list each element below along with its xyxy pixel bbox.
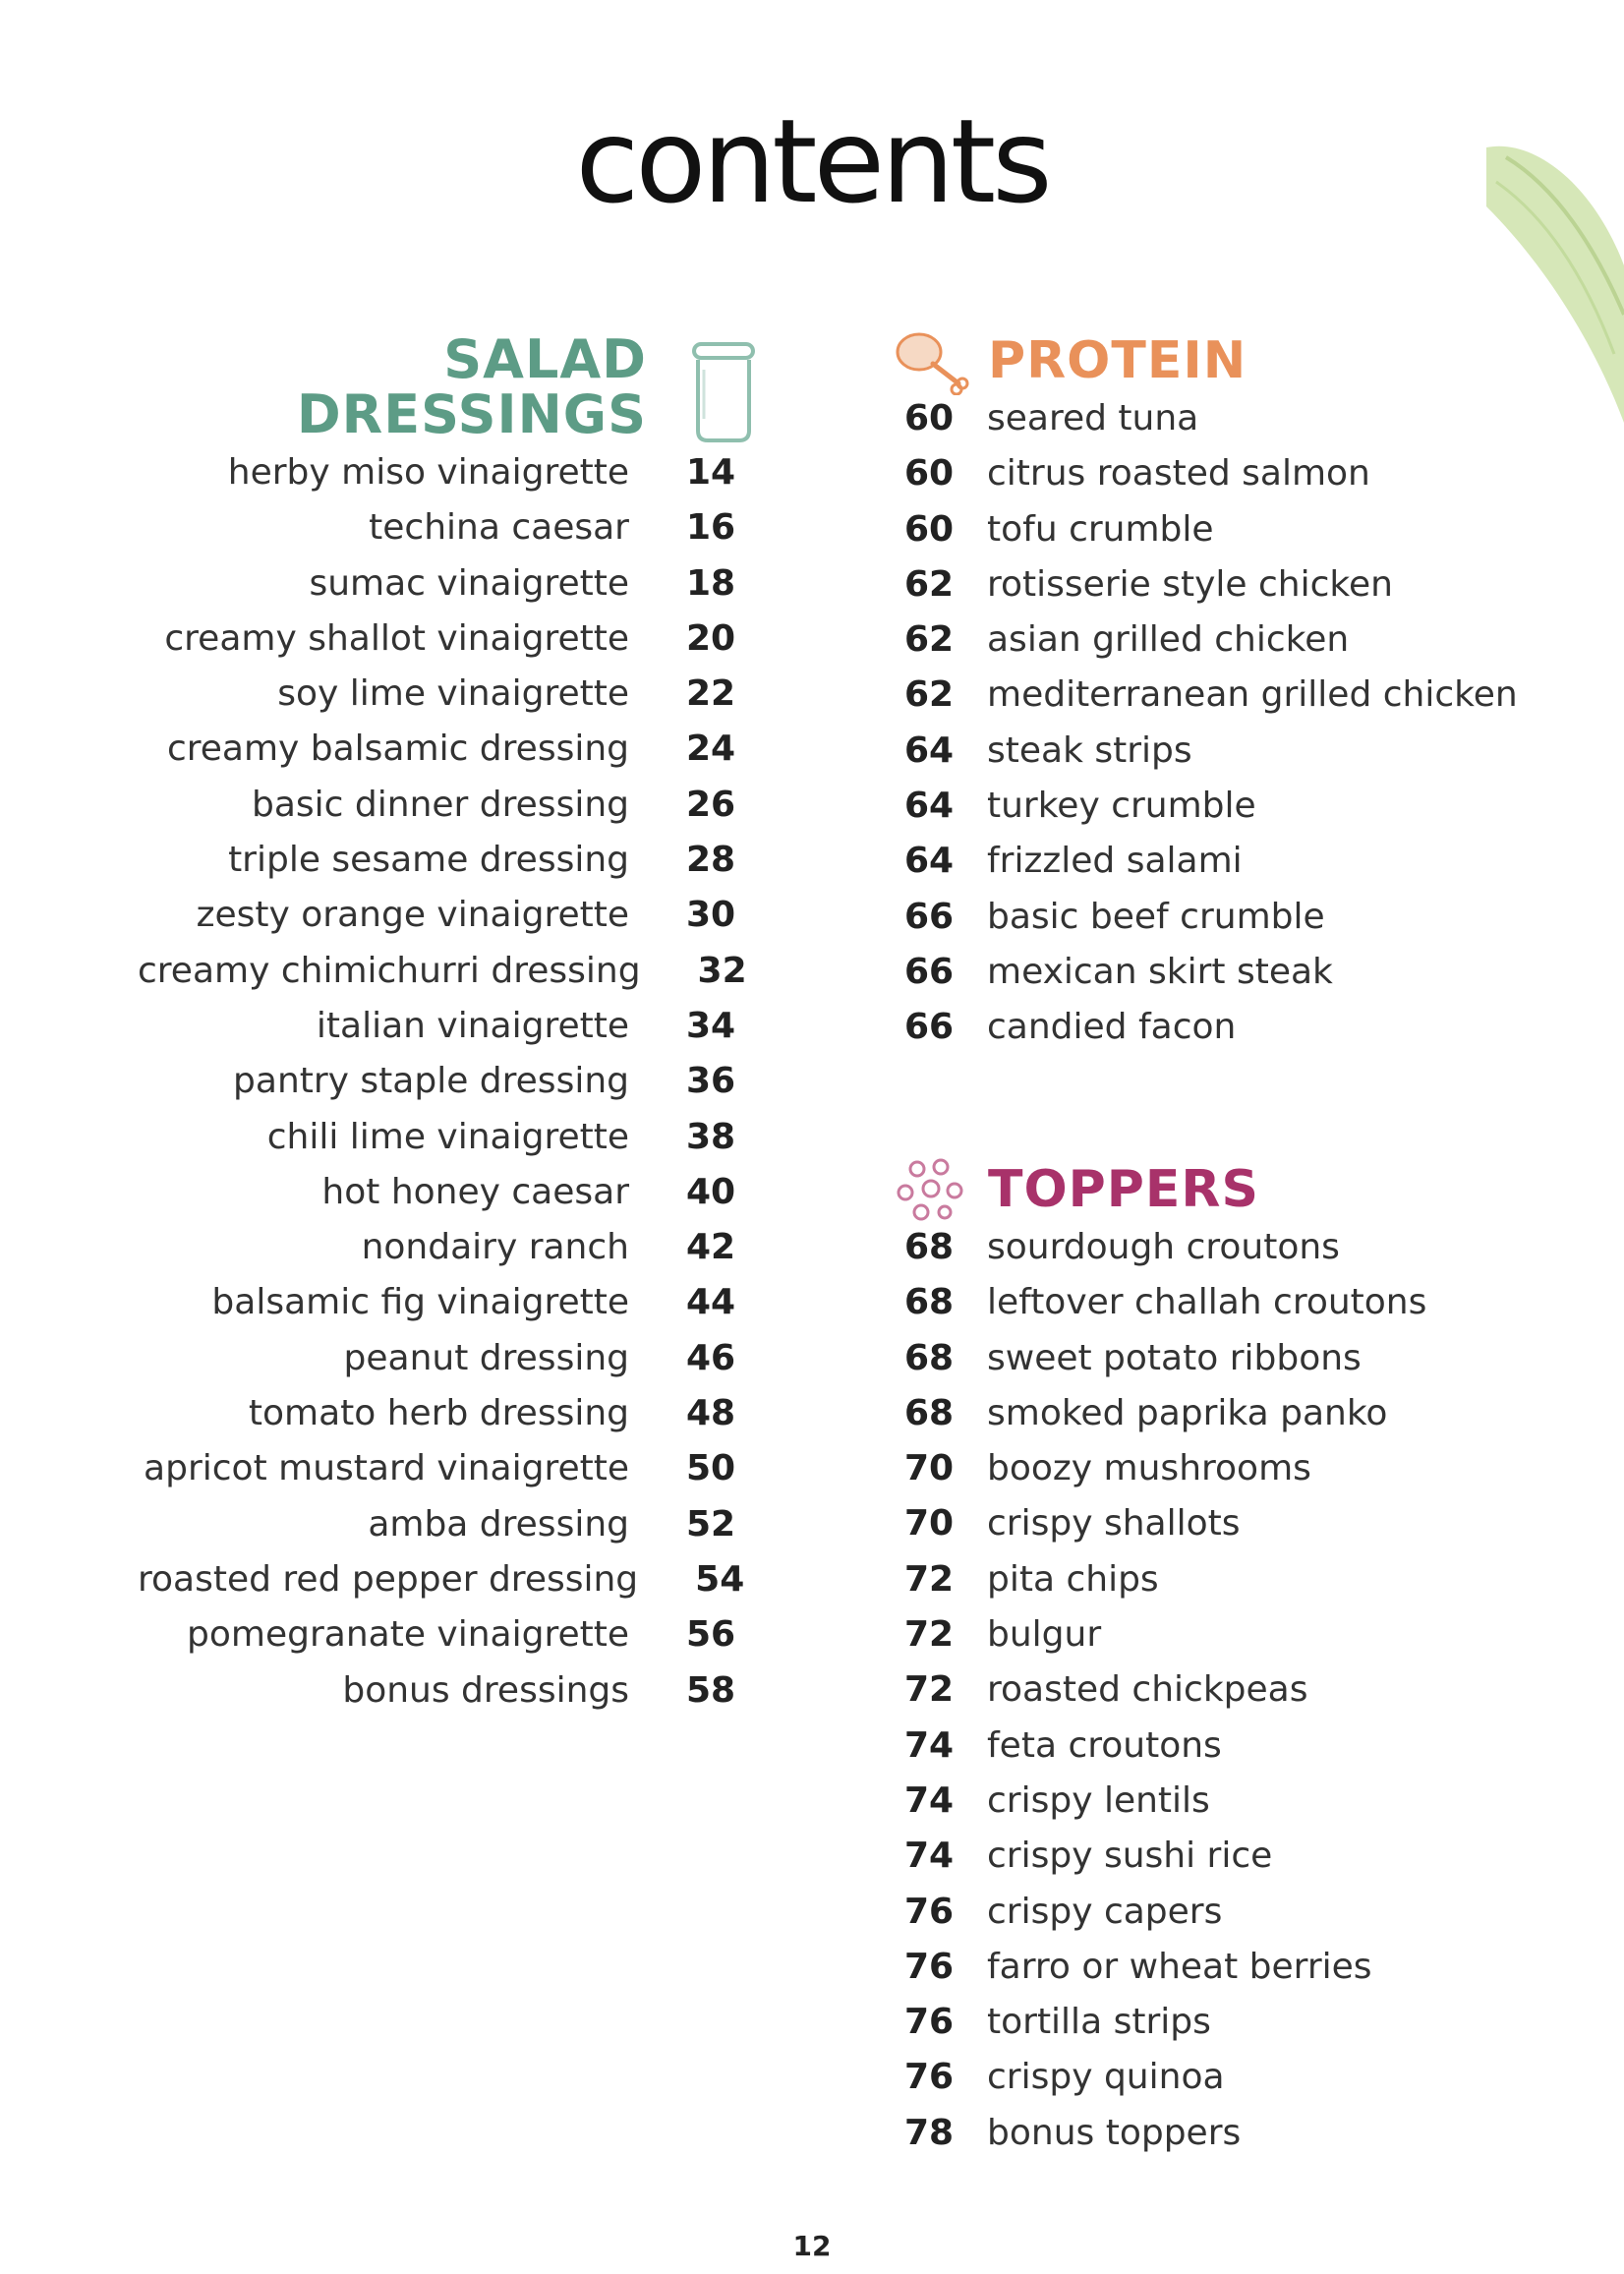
entry-page: 58 [686, 1669, 736, 1711]
list-item[interactable] [138, 1117, 767, 1172]
entry-name: steak strips [987, 729, 1192, 771]
entry-name: balsamic fig vinaigrette [211, 1282, 629, 1323]
entry-name: creamy chimichurri dressing [138, 950, 641, 991]
list-item[interactable] [904, 564, 1593, 619]
entry-name: citrus roasted salmon [987, 453, 1370, 495]
salad-dressings-heading [296, 328, 647, 445]
list-item[interactable] [904, 786, 1593, 841]
entry-page: 72 [904, 1669, 955, 1711]
entry-name: apricot mustard vinaigrette [144, 1448, 629, 1489]
entry-name: pantry staple dressing [233, 1061, 629, 1102]
list-item[interactable] [904, 841, 1593, 896]
entry-name: techina caesar [369, 507, 629, 549]
entry-page: 60 [904, 398, 955, 438]
list-item[interactable] [138, 1393, 767, 1448]
list-item[interactable] [138, 1172, 767, 1227]
entry-page: 44 [686, 1282, 736, 1323]
entry-page: 76 [904, 1891, 955, 1932]
entry-page: 60 [904, 453, 955, 495]
list-item[interactable] [138, 895, 767, 950]
entry-name: basic beef crumble [987, 896, 1325, 937]
entry-name: mediterranean grilled chicken [987, 674, 1518, 716]
entry-page: 20 [686, 617, 736, 659]
entry-page: 62 [904, 563, 955, 605]
entry-name: tofu crumble [987, 508, 1214, 550]
entry-page: 14 [686, 452, 736, 493]
list-item[interactable] [904, 398, 1593, 453]
list-item[interactable] [138, 1504, 767, 1559]
entry-name: rotisserie style chicken [987, 563, 1393, 605]
entry-name: bonus toppers [987, 2112, 1242, 2153]
protein-heading-label: PROTEIN [988, 331, 1247, 390]
entry-name: tortilla strips [987, 2002, 1211, 2043]
entry-page: 72 [904, 1614, 955, 1656]
drumstick-icon [890, 326, 978, 395]
entry-page: 70 [904, 1503, 955, 1545]
entry-page: 26 [686, 784, 736, 825]
entry-page: 38 [686, 1116, 736, 1157]
entry-page: 22 [686, 673, 736, 715]
toppers-heading-label: TOPPERS [988, 1160, 1259, 1219]
toppers-heading [890, 1155, 1259, 1224]
entry-name: frizzled salami [987, 841, 1243, 882]
entry-page: 36 [686, 1061, 736, 1102]
list-item[interactable] [904, 619, 1593, 674]
list-item[interactable] [138, 1338, 767, 1393]
list-item[interactable] [138, 618, 767, 673]
entry-page: 64 [904, 729, 955, 771]
entry-name: basic dinner dressing [252, 784, 629, 825]
entry-name: creamy shallot vinaigrette [164, 617, 629, 659]
entry-name: crispy quinoa [987, 2057, 1225, 2098]
entry-page: 64 [904, 841, 955, 882]
entry-name: candied facon [987, 1007, 1237, 1048]
entry-name: turkey crumble [987, 786, 1256, 827]
entry-page: 42 [686, 1227, 736, 1268]
entry-name: herby miso vinaigrette [227, 452, 629, 493]
list-item[interactable] [138, 673, 767, 729]
entry-name: roasted chickpeas [987, 1669, 1308, 1711]
entry-page: 68 [904, 1227, 955, 1267]
list-item[interactable] [904, 1614, 1593, 1669]
list-item[interactable] [904, 1448, 1593, 1503]
entry-name: crispy capers [987, 1891, 1223, 1932]
entry-name: crispy lentils [987, 1779, 1210, 1821]
list-item[interactable] [138, 729, 767, 784]
list-item[interactable] [904, 1393, 1593, 1448]
entry-page: 66 [904, 896, 955, 937]
list-item[interactable] [138, 785, 767, 840]
entry-page: 76 [904, 2057, 955, 2098]
list-item[interactable] [138, 1670, 767, 1725]
entry-name: tomato herb dressing [248, 1393, 629, 1434]
list-item[interactable] [904, 509, 1593, 564]
entry-page: 76 [904, 1946, 955, 1987]
entry-name: pomegranate vinaigrette [187, 1614, 629, 1656]
entry-page: 66 [904, 1007, 955, 1048]
list-item[interactable] [904, 1892, 1593, 1947]
entry-page: 32 [697, 950, 747, 991]
entry-name: chili lime vinaigrette [266, 1116, 629, 1157]
entry-name: triple sesame dressing [228, 840, 629, 881]
entry-page: 30 [686, 895, 736, 936]
list-item[interactable] [904, 1559, 1593, 1614]
entry-page: 64 [904, 786, 955, 827]
protein-list [904, 398, 1593, 1063]
list-item[interactable] [138, 1614, 767, 1669]
entry-page: 70 [904, 1448, 955, 1489]
list-item[interactable] [904, 1780, 1593, 1836]
jar-icon [688, 340, 759, 444]
entry-name: pita chips [987, 1558, 1159, 1600]
list-item[interactable] [904, 2002, 1593, 2057]
list-item[interactable] [138, 840, 767, 895]
list-item[interactable] [904, 2057, 1593, 2112]
entry-page: 52 [686, 1503, 736, 1545]
entry-page: 28 [686, 840, 736, 881]
protein-heading [890, 326, 1247, 395]
entry-name: smoked paprika panko [987, 1392, 1388, 1433]
entry-page: 16 [686, 507, 736, 549]
entry-name: peanut dressing [343, 1337, 629, 1378]
entry-page: 72 [904, 1558, 955, 1600]
entry-name: bulgur [987, 1614, 1102, 1656]
entry-page: 62 [904, 619, 955, 661]
list-item[interactable] [904, 1227, 1593, 1282]
list-item[interactable] [138, 507, 767, 562]
list-item[interactable] [904, 453, 1593, 508]
entry-name: hot honey caesar [321, 1171, 629, 1212]
entry-page: 60 [904, 508, 955, 550]
entry-page: 68 [904, 1337, 955, 1378]
list-item[interactable] [904, 1338, 1593, 1393]
list-item[interactable] [904, 2113, 1593, 2168]
entry-name: nondairy ranch [361, 1227, 629, 1268]
list-item[interactable] [904, 674, 1593, 729]
toppers-list [904, 1227, 1593, 2168]
entry-page: 66 [904, 951, 955, 992]
list-item[interactable] [138, 1282, 767, 1337]
entry-name: roasted red pepper dressing [138, 1558, 639, 1600]
list-item[interactable] [904, 1725, 1593, 1780]
entry-name: zesty orange vinaigrette [196, 895, 629, 936]
salad-dressings-heading-line1: SALAD [443, 328, 647, 390]
entry-page: 50 [686, 1448, 736, 1489]
entry-name: farro or wheat berries [987, 1946, 1372, 1987]
entry-name: seared tuna [987, 398, 1199, 438]
entry-page: 56 [686, 1614, 736, 1656]
entry-page: 78 [904, 2112, 955, 2153]
pomegranate-seeds-icon [890, 1155, 978, 1224]
list-item[interactable] [904, 952, 1593, 1007]
entry-page: 24 [686, 729, 736, 770]
entry-page: 18 [686, 562, 736, 604]
entry-page: 40 [686, 1171, 736, 1212]
entry-name: bonus dressings [342, 1669, 629, 1711]
entry-name: sumac vinaigrette [309, 562, 629, 604]
list-item[interactable] [138, 1227, 767, 1282]
entry-name: leftover challah croutons [987, 1282, 1427, 1323]
entry-page: 48 [686, 1393, 736, 1434]
list-item[interactable] [138, 1061, 767, 1116]
entry-name: creamy balsamic dressing [166, 729, 629, 770]
list-item[interactable] [138, 1448, 767, 1503]
celery-leaf-decoration [1447, 128, 1624, 423]
list-item[interactable] [904, 1836, 1593, 1891]
entry-name: boozy mushrooms [987, 1448, 1311, 1489]
entry-page: 74 [904, 1724, 955, 1766]
entry-name: mexican skirt steak [987, 951, 1333, 992]
list-item[interactable] [904, 730, 1593, 786]
list-item[interactable] [138, 1559, 767, 1614]
entry-page: 62 [904, 674, 955, 716]
entry-name: crispy sushi rice [987, 1836, 1273, 1877]
list-item[interactable] [904, 1503, 1593, 1558]
entry-page: 76 [904, 2002, 955, 2043]
entry-name: sourdough croutons [987, 1227, 1340, 1267]
page-title: contents [575, 93, 1049, 229]
entry-page: 68 [904, 1282, 955, 1323]
list-item[interactable] [138, 563, 767, 618]
entry-page: 34 [686, 1005, 736, 1046]
list-item[interactable] [904, 1007, 1593, 1062]
list-item[interactable] [138, 951, 767, 1006]
list-item[interactable] [904, 897, 1593, 952]
list-item[interactable] [904, 1669, 1593, 1724]
entry-name: feta croutons [987, 1724, 1222, 1766]
list-item[interactable] [138, 1006, 767, 1061]
entry-page: 74 [904, 1779, 955, 1821]
entry-name: italian vinaigrette [316, 1005, 629, 1046]
list-item[interactable] [904, 1282, 1593, 1337]
entry-page: 54 [695, 1558, 745, 1600]
list-item[interactable] [138, 452, 767, 507]
salad-dressings-heading-line2: DRESSINGS [296, 383, 647, 445]
entry-name: asian grilled chicken [987, 619, 1350, 661]
entry-page: 68 [904, 1392, 955, 1433]
entry-page: 46 [686, 1337, 736, 1378]
list-item[interactable] [904, 1947, 1593, 2002]
entry-name: soy lime vinaigrette [277, 673, 629, 715]
salad-dressings-list [138, 452, 767, 1725]
entry-name: amba dressing [368, 1503, 629, 1545]
entry-page: 74 [904, 1836, 955, 1877]
page-number: 12 [792, 2230, 832, 2262]
entry-name: sweet potato ribbons [987, 1337, 1362, 1378]
entry-name: crispy shallots [987, 1503, 1241, 1545]
